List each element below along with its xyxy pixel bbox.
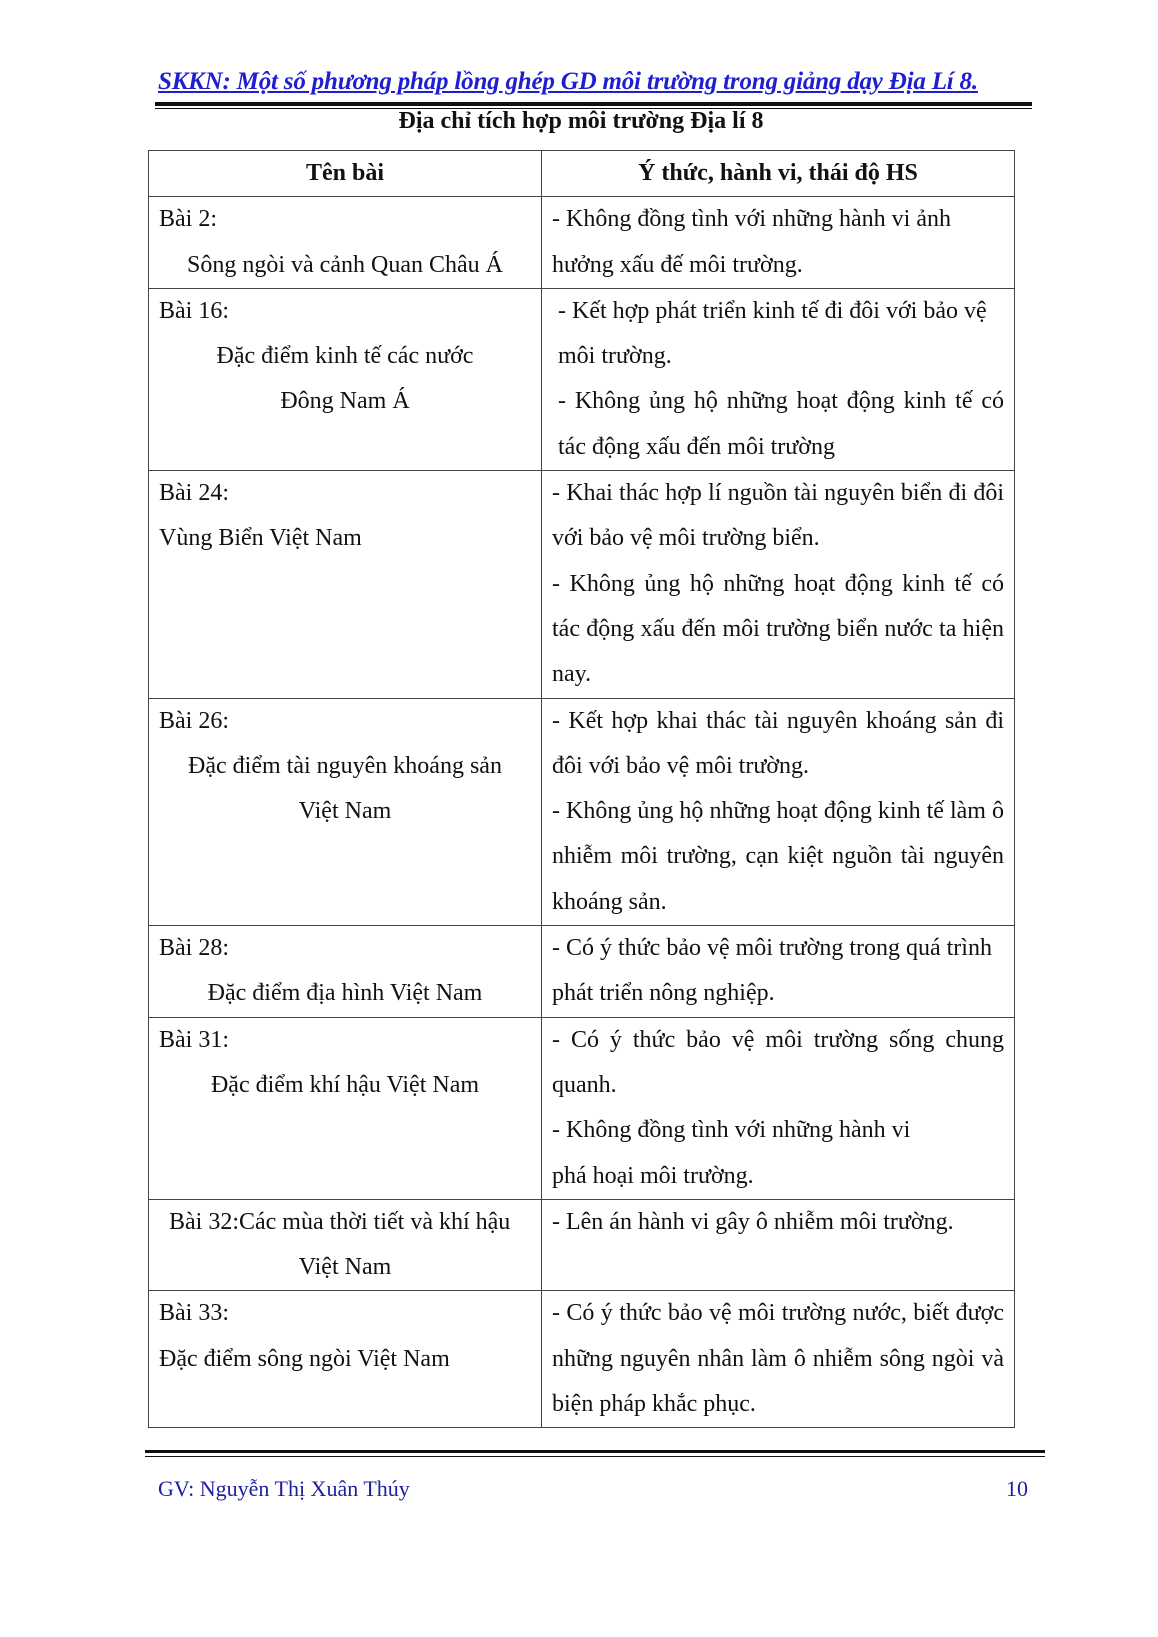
attitude-text: - Không ủng hộ những hoạt động kinh tế có tác động xấu đến môi trường — [558, 388, 1004, 460]
page-header-title: SKKN: Một số phương pháp lồng ghép GD môi trường trong giảng dạy Địa Lí 8. — [158, 68, 978, 95]
attitude-text: - Lên án hành vi gây ô nhiễm môi trường. — [552, 1208, 954, 1235]
lesson-number: Bài 26: — [159, 707, 229, 734]
lesson-title: Sông ngòi và cảnh Quan Châu Á — [187, 251, 503, 278]
attitude-cell — [542, 1291, 1015, 1428]
integration-table — [148, 150, 1015, 1428]
attitude-text: - Không đồng tình với những hành vi — [552, 1117, 911, 1144]
attitude-text: - Có ý thức bảo vệ môi trường nước, biết được những nguyên nhân làm ô nhiễm sông ngòi và biện pháp khắc phục. — [552, 1300, 1004, 1418]
lesson-number: Bài 28: — [159, 935, 229, 962]
lesson-cell — [149, 1291, 542, 1428]
lesson-title: Đặc điểm khí hậu Việt Nam — [210, 1071, 480, 1098]
lesson-cell — [149, 288, 542, 470]
attitude-text: - Không đồng tình với những hành vi ảnh hưởng xấu đế môi trường. — [552, 206, 951, 278]
column-header-lesson: Tên bài — [149, 151, 542, 197]
table-row — [149, 1291, 1015, 1428]
lesson-title: Đặc điểm địa hình Việt Nam — [207, 980, 483, 1007]
lesson-cell — [149, 926, 542, 1018]
attitude-cell — [542, 698, 1015, 925]
lesson-number: Bài 2: — [159, 206, 217, 233]
lesson-title: Việt Nam — [298, 1254, 392, 1281]
attitude-cell — [542, 197, 1015, 289]
lesson-number: Bài 31: — [159, 1026, 229, 1053]
lesson-number: Bài 32:Các mùa thời tiết và khí hậu — [169, 1208, 511, 1235]
lesson-cell — [149, 197, 542, 289]
lesson-number: Bài 24: — [159, 480, 229, 507]
attitude-cell — [542, 1017, 1015, 1199]
table-caption: Địa chỉ tích hợp môi trường Địa lí 8 — [398, 108, 764, 134]
attitude-cell — [542, 288, 1015, 470]
attitude-cell — [542, 1199, 1015, 1291]
table-row — [149, 926, 1015, 1018]
lesson-number: Bài 16: — [159, 297, 229, 324]
header-divider — [155, 102, 1032, 106]
attitude-text: - Khai thác hợp lí nguồn tài nguyên biển đi đôi với bảo vệ môi trường biển. — [552, 480, 1004, 552]
attitude-text: - Kết hợp phát triển kinh tế đi đôi với bảo vệ môi trường. — [558, 297, 987, 370]
lesson-cell — [149, 471, 542, 698]
table-header-row — [149, 151, 1015, 197]
lesson-number: Bài 33: — [159, 1300, 229, 1327]
attitude-text: - Có ý thức bảo vệ môi trường trong quá trình phát triển nông nghiệp. — [552, 935, 992, 1007]
footer-author: GV: Nguyễn Thị Xuân Thúy — [158, 1476, 410, 1501]
lesson-cell — [149, 1199, 542, 1291]
lesson-title: Việt Nam — [298, 798, 392, 825]
lesson-cell — [149, 698, 542, 925]
lesson-cell — [149, 1017, 542, 1199]
table-row — [149, 698, 1015, 925]
table-row — [149, 288, 1015, 470]
lesson-title: Đặc điểm kinh tế các nước — [216, 343, 474, 370]
column-header-attitude: Ý thức, hành vi, thái độ HS — [542, 151, 1015, 197]
attitude-text: - Không ủng hộ những hoạt động kinh tế làm ô nhiễm môi trường, cạn kiệt nguồn tài nguyên khoáng sản. — [552, 798, 1004, 915]
attitude-cell — [542, 471, 1015, 698]
attitude-cell — [542, 926, 1015, 1018]
footer-divider-thin — [145, 1456, 1045, 1457]
page-number: 10 — [1006, 1476, 1028, 1501]
attitude-text: phá hoại môi trường. — [552, 1162, 754, 1189]
attitude-text: - Kết hợp khai thác tài nguyên khoáng sản đi đôi với bảo vệ môi trường. — [552, 707, 1004, 779]
table-row — [149, 1199, 1015, 1291]
table-row — [149, 197, 1015, 289]
lesson-title: Vùng Biển Việt Nam — [159, 525, 362, 552]
table-row — [149, 1017, 1015, 1199]
attitude-text: - Không ủng hộ những hoạt động kinh tế có tác động xấu đến môi trường biển nước ta hiện nay. — [552, 570, 1004, 688]
lesson-title: Đặc điểm tài nguyên khoáng sản — [188, 752, 502, 779]
lesson-title: Đông Nam Á — [280, 388, 410, 415]
table-row — [149, 471, 1015, 698]
footer-divider — [145, 1450, 1045, 1453]
attitude-text: - Có ý thức bảo vệ môi trường sống chung quanh. — [552, 1026, 1004, 1098]
lesson-title: Đặc điểm sông ngòi Việt Nam — [159, 1345, 450, 1372]
